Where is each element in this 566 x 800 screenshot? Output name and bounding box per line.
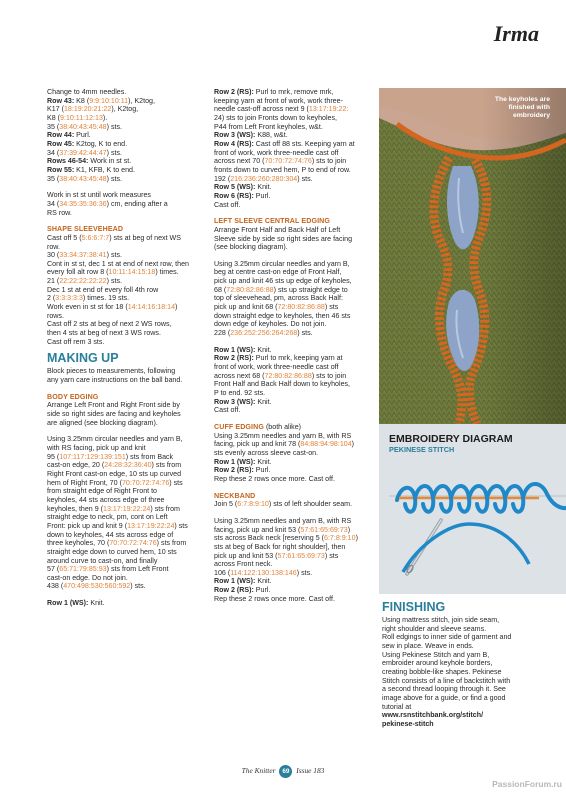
making-up-text xyxy=(47,367,203,384)
text-line: Change to 4mm needles. xyxy=(47,88,127,96)
watermark: PassionForum.ru xyxy=(492,779,562,789)
text-line: 438 (470:498:530:560:592) sts. xyxy=(47,582,146,591)
text-line: Cast off 2 sts at beg of next 2 WS rows, xyxy=(47,320,172,329)
text-line: any yarn care instructions on the ball band. xyxy=(47,376,183,385)
text-line: sts across Back neck [reserving 5 (6:7:8:9:10) xyxy=(214,534,358,543)
text-line: Row 45: K2tog, K to end. xyxy=(47,139,128,148)
text-line: down to keyholes, 44 sts across edge of xyxy=(47,530,174,539)
column-2 xyxy=(214,88,374,603)
diagram-title: EMBROIDERY DIAGRAM xyxy=(389,433,513,445)
text-line: keyholes, then 9 (13:17:19:22:24) sts from xyxy=(47,504,180,513)
subheading-cuff-edging: CUFF EDGING (both alike) xyxy=(214,422,302,431)
text-line: Row 2 (RS): Purl. xyxy=(214,586,271,595)
text-line: 192 (216:236:260:280:304) sts. xyxy=(214,174,313,183)
text-line: creating bobble-like shapes. Pekinese xyxy=(382,667,502,676)
subheading-shape-sleevehead: SHAPE SLEEVEHEAD xyxy=(47,225,124,234)
text-line: Using 3.25mm circular needles and yarn B, xyxy=(214,259,350,268)
text-line: RS row. xyxy=(47,208,72,217)
text-line: Row 1 (WS): Knit. xyxy=(214,457,272,466)
text-line: Using mattress stitch, join side seam, xyxy=(382,616,500,624)
text-line: Work even in st st for 18 (14:14:16:18:14) xyxy=(47,303,178,312)
text-line: 106 (114:122:130:138:146) sts. xyxy=(214,568,313,577)
text-line: Cast off rem 3 sts. xyxy=(47,337,105,346)
text-line: Cast off. xyxy=(214,200,241,209)
work-until-text xyxy=(47,191,203,217)
text-line: image above for a guide, or find a good xyxy=(382,693,506,702)
text-line: down edge of keyholes. Do not join. xyxy=(214,320,327,329)
issue-number: Issue 183 xyxy=(296,766,325,776)
text-line: beg at centre cast-on edge of Front Half, xyxy=(214,268,342,277)
text-line: front of work, work three-needle cast off xyxy=(214,363,339,372)
text-line: Using 3.25mm circular needles and yarn B, xyxy=(47,435,183,444)
tutorial-link-line-1[interactable]: www.rsnstitchbank.org/stitch/ xyxy=(382,711,484,720)
text-line: side so right sides are facing and keyholes xyxy=(47,410,181,418)
text-line: Row 2 (RS): Purl to mrk, remove mrk, xyxy=(214,88,334,96)
body-edging-pickup-text xyxy=(47,435,203,591)
text-line: Row 55: K1, KFB, K to end. xyxy=(47,165,135,174)
text-line: P44 from Left Front keyholes, w&t. xyxy=(214,122,323,131)
photo-caption: The keyholes are finished with embroidery xyxy=(494,96,550,120)
text-line: Using 3.25mm needles and yarn B, with RS xyxy=(214,431,352,440)
section-heading-making-up: MAKING UP xyxy=(47,351,119,366)
text-line: 35 (38:40:43:45:48) sts. xyxy=(47,122,122,131)
neckband-join-text xyxy=(214,500,374,509)
text-line: (see blocking diagram). xyxy=(214,243,288,252)
text-line: K8 (9:10:11:12:13). xyxy=(47,113,108,122)
text-line: Row 1 (WS): Knit. xyxy=(214,577,272,586)
text-line: Arrange Front Half and Back Half of Left xyxy=(214,225,341,234)
text-line: 228 (236:252:256:264:268) sts. xyxy=(214,329,313,338)
subheading-neckband: NECKBAND xyxy=(214,491,256,500)
text-line: straight edge down to curved hem, 10 sts xyxy=(47,547,177,556)
text-line: three keyholes, 70 (70:70:72:74:76) sts from xyxy=(47,539,187,548)
text-line: Using Pekinese Stitch and yarn B, xyxy=(382,650,490,659)
text-line: top of sleevehead, pm, across Back Half: xyxy=(214,294,343,303)
page-footer xyxy=(0,765,566,778)
text-line: Block pieces to measurements, following xyxy=(47,367,176,376)
text-line: Dec 1 st at end of every foll 4th row xyxy=(47,285,159,294)
row-instructions xyxy=(47,88,203,183)
text-line: Front: pick up and knit 9 (13:17:19:22:24) sts xyxy=(47,521,188,530)
text-line: Roll edgings to inner side of garment and xyxy=(382,633,512,642)
page-number: 69 xyxy=(279,765,292,778)
subheading-left-sleeve-central-edging: LEFT SLEEVE CENTRAL EDGING xyxy=(214,217,330,226)
text-line: Row 3 (WS): K88, w&t. xyxy=(214,131,288,140)
text-line: pick up and knit 53 (57:61:65:69:73) sts xyxy=(214,551,339,560)
text-line: right shoulder and sleeve seams. xyxy=(382,624,487,633)
text-line: tutorial at xyxy=(382,702,412,711)
keyhole-photo xyxy=(379,88,566,424)
text-line: Row 1 (WS): Knit. xyxy=(47,599,105,608)
left-sleeve-arrange-text xyxy=(214,226,374,252)
neckband-pickup-text xyxy=(214,517,374,604)
left-sleeve-pickup-text xyxy=(214,260,374,338)
section-heading-finishing: FINISHING xyxy=(382,600,446,614)
text-line: around curve to cast-on, and finally xyxy=(47,556,158,565)
text-line: needle cast-off across next 9 (13:17:19:22: xyxy=(214,105,349,114)
text-line: 21 (22:22:22:22:22) sts. xyxy=(47,277,122,286)
text-line: facing, pick up and knit 53 (57:61:65:69:73) xyxy=(214,525,351,534)
text-line: keyholes, 44 sts across edge of three xyxy=(47,495,165,504)
text-line: 35 (38:40:43:45:48) sts. xyxy=(47,174,122,183)
cuff-edging-text xyxy=(214,432,374,484)
text-line: Row 3 (WS): Knit. xyxy=(214,397,272,406)
text-line: Rep these 2 rows once more. Cast off. xyxy=(214,474,335,483)
text-line: Arrange Left Front and Right Front side by xyxy=(47,401,180,410)
text-line: every foll alt row 8 (10:11:14:15:18) times. xyxy=(47,268,179,277)
text-line: Row 1 (WS): Knit. xyxy=(214,345,272,354)
magazine-name: The Knitter xyxy=(241,766,276,776)
tutorial-link-line-2[interactable]: pekinese-stitch xyxy=(382,719,434,728)
text-line: cast-on edge. Do not join. xyxy=(47,573,128,582)
text-line: Cast off. xyxy=(214,406,241,415)
text-line: pick up and knit 46 sts up edge of keyholes, xyxy=(214,277,352,286)
text-line: Row 2 (RS): Purl. xyxy=(214,466,271,475)
text-line: Row 2 (RS): Purl to mrk, keeping yarn at xyxy=(214,354,343,363)
sleevehead-instructions xyxy=(47,234,203,347)
text-line: from straight edge of Right Front to xyxy=(47,487,158,496)
text-line: Row 44: Purl. xyxy=(47,131,91,140)
text-line: sew in place. Weave in ends. xyxy=(382,641,474,650)
body-edging-row-1 xyxy=(47,599,203,608)
body-edging-rows xyxy=(214,88,374,209)
text-line: embroider around keyhole borders, xyxy=(382,659,493,668)
text-line: are aligned (see blocking diagram). xyxy=(47,418,158,427)
cuff-edging-note: (both alike) xyxy=(263,422,302,431)
text-line: 68 (72:80:82:86:88) sts up straight edge to xyxy=(214,285,348,294)
text-line: across next 70 (70:70:72:74:76) sts to join xyxy=(214,157,347,166)
text-line: Work in st st until work measures xyxy=(47,191,151,200)
subheading-body-edging: BODY EDGING xyxy=(47,392,99,401)
text-line: Rep these 2 rows once more. Cast off. xyxy=(214,594,335,603)
body-edging-arrange-text xyxy=(47,401,203,427)
text-line: Front Half and Back Half down to keyholes, xyxy=(214,380,351,389)
text-line: facing, pick up and knit 78 (84:88:94:98:104) xyxy=(214,440,355,449)
text-line: rows. xyxy=(47,311,64,320)
text-line: sts evenly across sleeve cast-on. xyxy=(214,448,319,457)
text-line: hem of Right Front, 70 (70:70:72:74:76) sts xyxy=(47,478,183,487)
text-line: Right Front cast-on edge, 10 sts up curved xyxy=(47,469,182,478)
text-line: down straight edge to keyholes, then 46 sts xyxy=(214,311,351,320)
text-line: Row 4 (RS): Cast off 88 sts. Keeping yarn at xyxy=(214,139,355,148)
text-line: Sleeve side by side so right sides are facing xyxy=(214,234,353,243)
text-line: Row 6 (RS): Purl. xyxy=(214,191,271,200)
text-line: 34 (37:39:42:44:47) sts. xyxy=(47,148,122,157)
text-line: Row 5 (WS): Knit. xyxy=(214,183,272,192)
text-line: keeping yarn at front of work, work three- xyxy=(214,96,343,105)
text-line: Cast off 5 (5:6:6:7:7) sts at beg of next WS xyxy=(47,233,181,242)
finishing-section xyxy=(382,600,544,729)
text-line: then 4 sts at beg of next 3 WS rows. xyxy=(47,329,161,338)
column-1 xyxy=(47,88,203,608)
text-line: across Front neck. xyxy=(214,560,273,569)
text-line: row. xyxy=(47,242,61,251)
pattern-title: Irma xyxy=(493,21,539,46)
embroidery-diagram xyxy=(379,424,566,594)
text-line: 24) sts to join Fronts down to keyholes, xyxy=(214,113,338,122)
text-line: Using 3.25mm needles and yarn B, with RS xyxy=(214,516,352,525)
text-line: 34 (34:35:35:36:36) cm, ending after a xyxy=(47,199,168,208)
knitted-keyhole-illustration xyxy=(379,88,566,424)
text-line: pick up and knit 68 (72:80:82:86:88) sts xyxy=(214,303,339,312)
text-line: Row 43: K8 (9:9:10:10:11), K2tog, xyxy=(47,96,155,105)
text-line: 57 (65:71:79:85:93) sts from Left Front xyxy=(47,565,169,574)
text-line: P to end. 92 sts. xyxy=(214,389,266,397)
text-line: with RS facing, pick up and knit xyxy=(47,443,146,452)
text-line: 95 (107:117:129:139:151) sts from Back xyxy=(47,452,174,461)
text-line: fronts down to curved hem, P to end of row. xyxy=(214,165,351,174)
diagram-subtitle: PEKINESE STITCH xyxy=(389,445,455,454)
text-line: sts at beg of Back for right shoulder], then xyxy=(214,542,346,551)
text-line: across next 68 (72:80:82:86:88) sts to join xyxy=(214,371,347,380)
text-line: K17 (18:19:20:21:22), K2tog, xyxy=(47,105,139,114)
text-line: Stitch consists of a line of backstitch with xyxy=(382,676,511,685)
text-line: Join 5 (6:7:8:9:10) sts of left shoulder seam. xyxy=(214,500,353,509)
text-line: 30 (33:34:37:38:41) sts. xyxy=(47,251,122,260)
text-line: cast-on edge, 20 (24:28:32:36:40) sts from xyxy=(47,461,182,470)
text-line: Cont in st st, dec 1 st at end of next row, then xyxy=(47,259,189,268)
text-line: straight edge to neck, pm, cont on Left xyxy=(47,513,168,522)
text-line: front of work, work three-needle cast off xyxy=(214,148,339,157)
text-line: a second thread looping through it. See xyxy=(382,685,506,694)
left-sleeve-rows xyxy=(214,346,374,415)
text-line: 2 (3:3:3:3:3) times. 19 sts. xyxy=(47,294,130,303)
text-line: Rows 46-54: Work in st st. xyxy=(47,157,132,166)
finishing-text xyxy=(382,616,544,711)
